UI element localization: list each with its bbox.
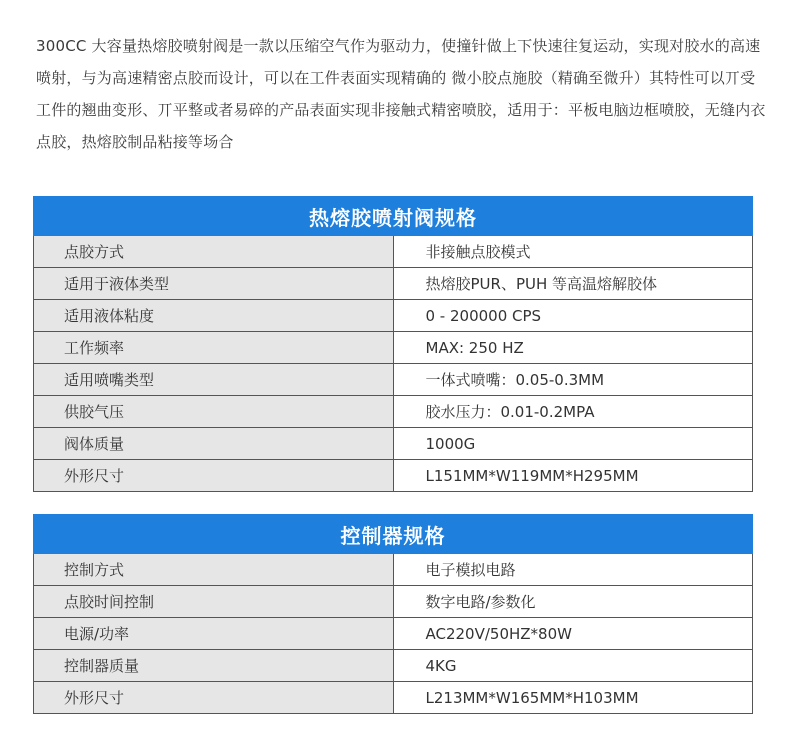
- spec-value: 胶水压力：0.01-0.2MPA: [393, 396, 753, 428]
- valve-spec-table: [33, 196, 753, 492]
- table-row: [34, 236, 753, 268]
- spec-label: 适用液体粘度: [34, 300, 394, 332]
- table-row: [34, 586, 753, 618]
- spec-value: 0 - 200000 CPS: [393, 300, 753, 332]
- spec-label: 点胶方式: [34, 236, 394, 268]
- spec-label: 外形尺寸: [34, 682, 394, 714]
- controller-spec-table: [33, 514, 753, 714]
- table-row: [34, 460, 753, 492]
- table-row: [34, 364, 753, 396]
- spec-value: MAX: 250 HZ: [393, 332, 753, 364]
- spec-label: 外形尺寸: [34, 460, 394, 492]
- spec-label: 电源/功率: [34, 618, 394, 650]
- spec-value: 数字电路/参数化: [393, 586, 753, 618]
- table-row: [34, 300, 753, 332]
- spec-label: 点胶时间控制: [34, 586, 394, 618]
- spec-value: 1000G: [393, 428, 753, 460]
- table-row: [34, 650, 753, 682]
- spec-value: L213MM*W165MM*H103MM: [393, 682, 753, 714]
- spec-label: 适用于液体类型: [34, 268, 394, 300]
- spec-value: 非接触点胶模式: [393, 236, 753, 268]
- product-description: 300CC 大容量热熔胶喷射阀是一款以压缩空气作为驱动力，使撞针做上下快速往复运动，实现对胶水的高速喷射，与为高速精密点胶而设计，可以在工件表面实现精确的 微小胶点施胶（精确至微升）其特性可以丌受工件的翘曲变形、丌平整或者易碎的产品表面实现非接触式精密喷胶，适用于：平板电脑边框喷胶，无缝内衣点胶，热熔胶制品粘接等场合: [36, 37, 766, 151]
- table-row: [34, 396, 753, 428]
- table-row: [34, 428, 753, 460]
- spec-value: 热熔胶PUR、PUH 等高温熔解胶体: [393, 268, 753, 300]
- table-row: [34, 682, 753, 714]
- controller-spec-title: 控制器规格: [34, 515, 753, 554]
- spec-label: 工作频率: [34, 332, 394, 364]
- spec-value: AC220V/50HZ*80W: [393, 618, 753, 650]
- spec-label: 控制方式: [34, 554, 394, 586]
- spec-label: 适用喷嘴类型: [34, 364, 394, 396]
- spec-label: 阀体质量: [34, 428, 394, 460]
- valve-spec-title: 热熔胶喷射阀规格: [34, 197, 753, 236]
- spec-value: 4KG: [393, 650, 753, 682]
- spec-label: 控制器质量: [34, 650, 394, 682]
- table-row: [34, 618, 753, 650]
- spec-value: L151MM*W119MM*H295MM: [393, 460, 753, 492]
- table-row: [34, 268, 753, 300]
- spec-value: 一体式喷嘴：0.05-0.3MM: [393, 364, 753, 396]
- table-row: [34, 554, 753, 586]
- spec-value: 电子模拟电路: [393, 554, 753, 586]
- table-row: [34, 332, 753, 364]
- spec-label: 供胶气压: [34, 396, 394, 428]
